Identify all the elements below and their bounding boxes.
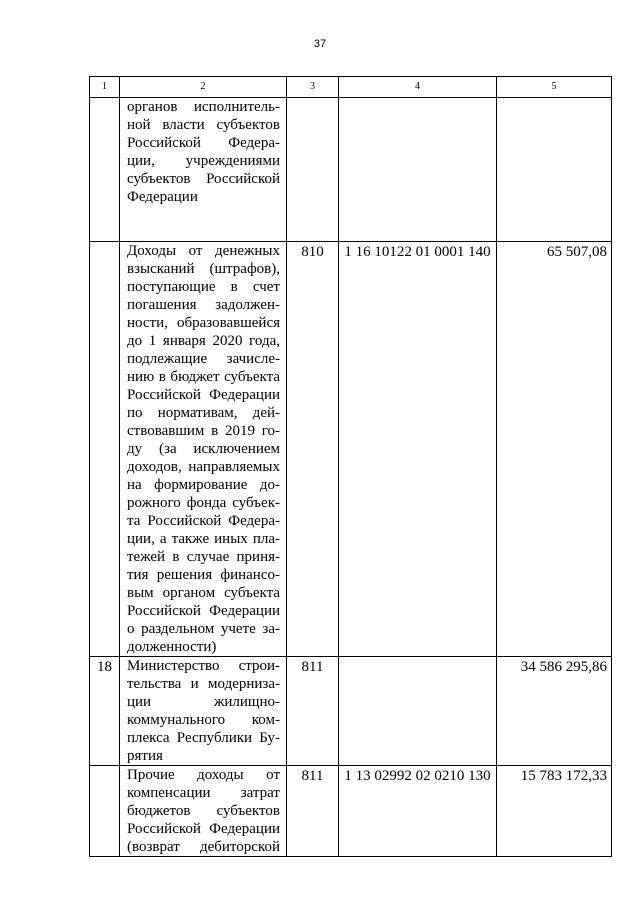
description-line: ствовавшим в 2019 го-	[127, 423, 280, 439]
description-line: органов исполнитель-	[127, 99, 280, 115]
table-row	[90, 766, 612, 857]
description-line: тежей в случае приня-	[127, 549, 280, 565]
amount: 34 586 295,86	[497, 657, 612, 766]
description-line: подлежащие зачисле-	[127, 351, 280, 367]
row-description	[120, 657, 287, 766]
description-line: взысканий (штрафов),	[127, 261, 280, 277]
description-line: Российской Федерации	[127, 821, 280, 837]
budget-classification-code	[339, 98, 497, 242]
table-row	[90, 657, 612, 766]
header-col-4: 4	[339, 77, 497, 98]
description-line: тельства и модерниза-	[127, 676, 280, 692]
row-description	[120, 766, 287, 857]
row-number: 18	[90, 657, 120, 766]
description-line: рятия	[127, 748, 163, 764]
amount	[497, 98, 612, 242]
description-line: о раздельном учете за-	[127, 621, 280, 637]
table-row	[90, 98, 612, 242]
description-line: субъектов Российской	[127, 171, 280, 187]
header-col-3: 3	[287, 77, 339, 98]
description-line: тия решения финансо-	[127, 567, 280, 583]
description-line: Доходы от денежных	[127, 243, 280, 259]
description-line: Министерство строи-	[127, 658, 280, 674]
amount: 65 507,08	[497, 242, 612, 657]
revenue-table	[89, 76, 612, 857]
description-line: Федерации	[127, 189, 198, 205]
description-line: плекса Республики Бу-	[127, 730, 280, 746]
description-line: ции, а также иных пла-	[127, 531, 280, 547]
description-line: до 1 января 2020 года,	[127, 333, 280, 349]
row-number	[90, 242, 120, 657]
amount: 15 783 172,33	[497, 766, 612, 857]
description-line: бюджетов субъектов	[127, 803, 280, 819]
description-line: компенсации затрат	[127, 785, 280, 801]
table-row	[90, 242, 612, 657]
admin-code: 810	[287, 242, 339, 657]
admin-code: 811	[287, 766, 339, 857]
description-line: Российской Федера-	[127, 135, 280, 151]
description-line: доходов, направляемых	[127, 459, 280, 475]
header-col-5: 5	[497, 77, 612, 98]
description-line: долженности)	[127, 639, 217, 655]
budget-classification-code	[339, 657, 497, 766]
row-number	[90, 766, 120, 857]
description-line: Российской Федерации	[127, 603, 280, 619]
row-description	[120, 98, 287, 242]
admin-code	[287, 98, 339, 242]
description-line: нию в бюджет субъекта	[127, 369, 280, 385]
description-line: рожного фонда субъек-	[127, 495, 280, 511]
description-line: ции, учреждениями	[127, 153, 280, 169]
description-line: ности, образовавшейся	[127, 315, 280, 331]
description-line: вым органом субъекта	[127, 585, 280, 601]
header-col-2: 2	[120, 77, 287, 98]
row-number	[90, 98, 120, 242]
description-line: ду (за исключением	[127, 441, 280, 457]
description-line: Российской Федерации	[127, 387, 280, 403]
header-col-1: 1	[90, 77, 120, 98]
description-line: ной власти субъектов	[127, 117, 280, 133]
description-line: (возврат дебиторской	[127, 839, 280, 855]
row-description	[120, 242, 287, 657]
description-line: по нормативам, дей-	[127, 405, 280, 421]
description-line: на формирование до-	[127, 477, 280, 493]
budget-classification-code: 1 13 02992 02 0210 130	[339, 766, 497, 857]
admin-code: 811	[287, 657, 339, 766]
description-line: та Российской Федера-	[127, 513, 280, 529]
description-line: Прочие доходы от	[127, 767, 280, 783]
description-line: ции жилищно-	[127, 694, 280, 710]
budget-classification-code: 1 16 10122 01 0001 140	[339, 242, 497, 657]
page-number: 37	[313, 38, 327, 50]
description-line: погашения задолжен-	[127, 297, 280, 313]
description-line: поступающие в счет	[127, 279, 280, 295]
table-header-row	[90, 77, 612, 98]
description-line: коммунального ком-	[127, 712, 280, 728]
